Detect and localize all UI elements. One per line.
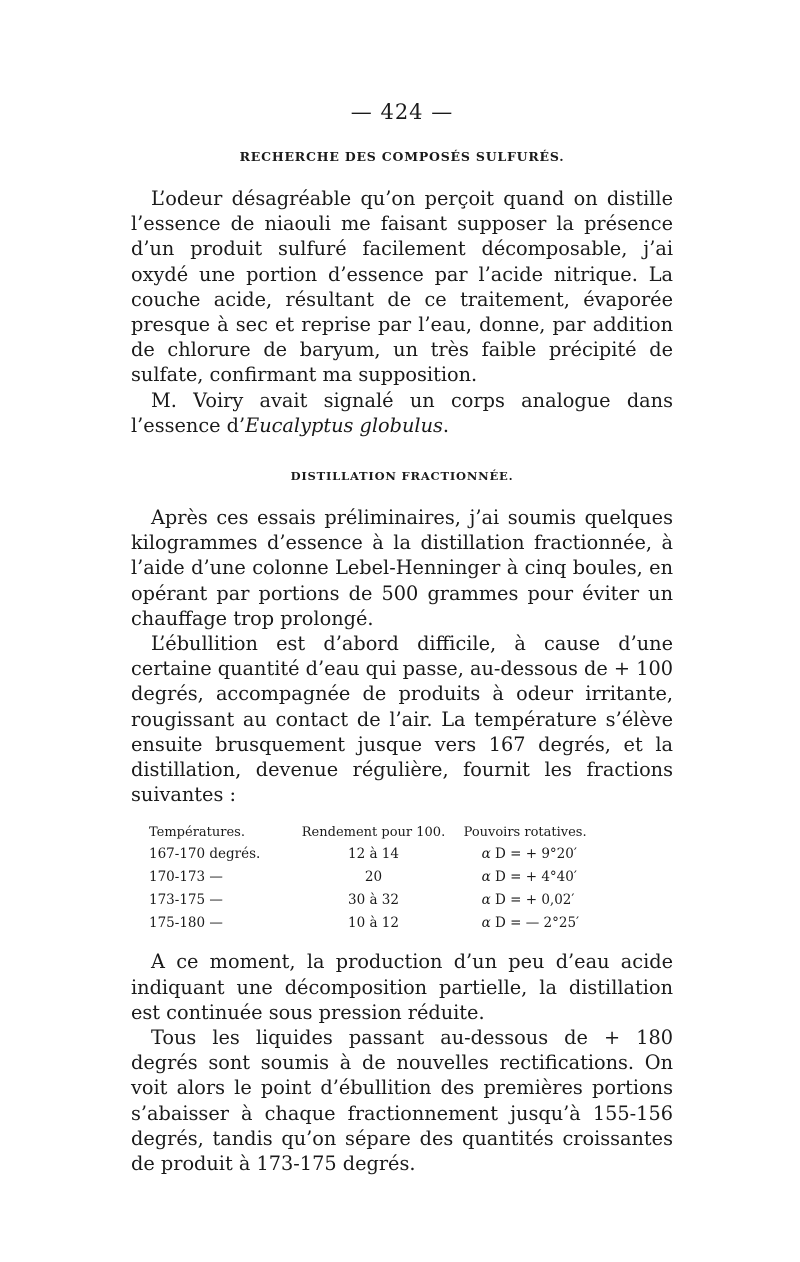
rotation-value: D = + 0,02′ [495,892,575,909]
cell-yield: 10 à 12 [347,915,399,932]
alpha-symbol: α [481,892,491,909]
table-row [149,866,635,889]
cell-yield: 20 [364,869,383,886]
rotation-value: D = + 9°20′ [495,846,577,863]
alpha-symbol: α [481,846,491,863]
intro-paragraph-1: L’odeur désagréable qu’on perçoit quand on distille l’essence de niaouli me faisant supposer la présence d’un produit sulfuré facilement décomposable, j’ai oxydé une portion d’essence par l’acide nitrique. La couche acide, résultant de ce traitement, évaporée presque à sec et reprise par l’eau, donne, par addition de chlorure de baryum, un très faible précipité de sulfate, confirmant ma supposition. [131,187,673,387]
fractions-table [149,822,635,935]
page-number: — 424 — [350,100,454,124]
intro-paragraph-2-end: . [442,413,450,437]
cell-rotation [454,912,635,935]
closing-paragraph-1: A ce moment, la production d’un peu d’eau acide indiquant une décomposition partielle, la distillation est continuée sous pression réduite. [131,950,673,1024]
closing-paragraph-2: Tous les liquides passant au-dessous de + 180 degrés sont soumis à de nouvelles rectifications. On voit alors le point d’ébullition des premières portions s’abaisser à chaque fractionnement jusqu’à 155-156 degrés, tandis qu’on sépare des quantités croissantes de produit à 173-175 degrés. [131,1026,673,1176]
cell-temperature: 175-180 — [149,915,223,932]
species-name: Eucalyptus globulus [245,413,443,437]
header-yield: Rendement pour 100. [301,825,446,841]
rotation-value: D = + 4°40′ [495,869,577,886]
cell-temperature: 173-175 — [149,892,223,909]
intro-paragraph-2 [131,388,673,438]
header-rotation: Pouvoirs rotatives. [463,825,587,841]
table-row [149,912,635,935]
section-paragraph-1: Après ces essais préliminaires, j’ai soumis quelques kilogrammes d’essence à la distillation fractionnée, à l’aide d’une colonne Lebel-Henninger à cinq boules, en opérant par portions de 500 grammes pour éviter un chauffage trop prolongé. [131,506,673,630]
table-row [149,843,635,866]
intro-paragraph-2-text: M. Voiry avait signalé un corps analogue dans l’essence d’ [131,388,673,437]
alpha-symbol: α [481,915,491,932]
alpha-symbol: α [481,869,491,886]
header-temperatures: Températures. [149,825,245,841]
cell-rotation [454,889,635,912]
section-heading: DISTILLATION FRACTIONNÉE. [290,469,514,484]
book-page [131,95,673,1176]
section-paragraph-2: L’ébullition est d’abord difficile, à cause d’une certaine quantité d’eau qui passe, au-dessous de + 100 degrés, accompagnée de produits à odeur irritante, rougissant au contact de l’air. La température s’élève ensuite brusquement jusque vers 167 degrés, et la distillation, devenue régulière, fournit les fractions suivantes : [131,632,673,807]
cell-rotation [454,843,635,866]
table-row [149,889,635,912]
rotation-value: D = — 2°25′ [495,915,580,932]
cell-temperature: 170-173 — [149,869,223,886]
table-header-row [149,822,635,843]
cell-temperature: 167-170 degrés. [149,846,261,863]
cell-yield: 12 à 14 [347,846,399,863]
running-head: RECHERCHE DES COMPOSÉS SULFURÉS. [239,149,565,164]
cell-rotation [454,866,635,889]
cell-yield: 30 à 32 [347,892,399,909]
